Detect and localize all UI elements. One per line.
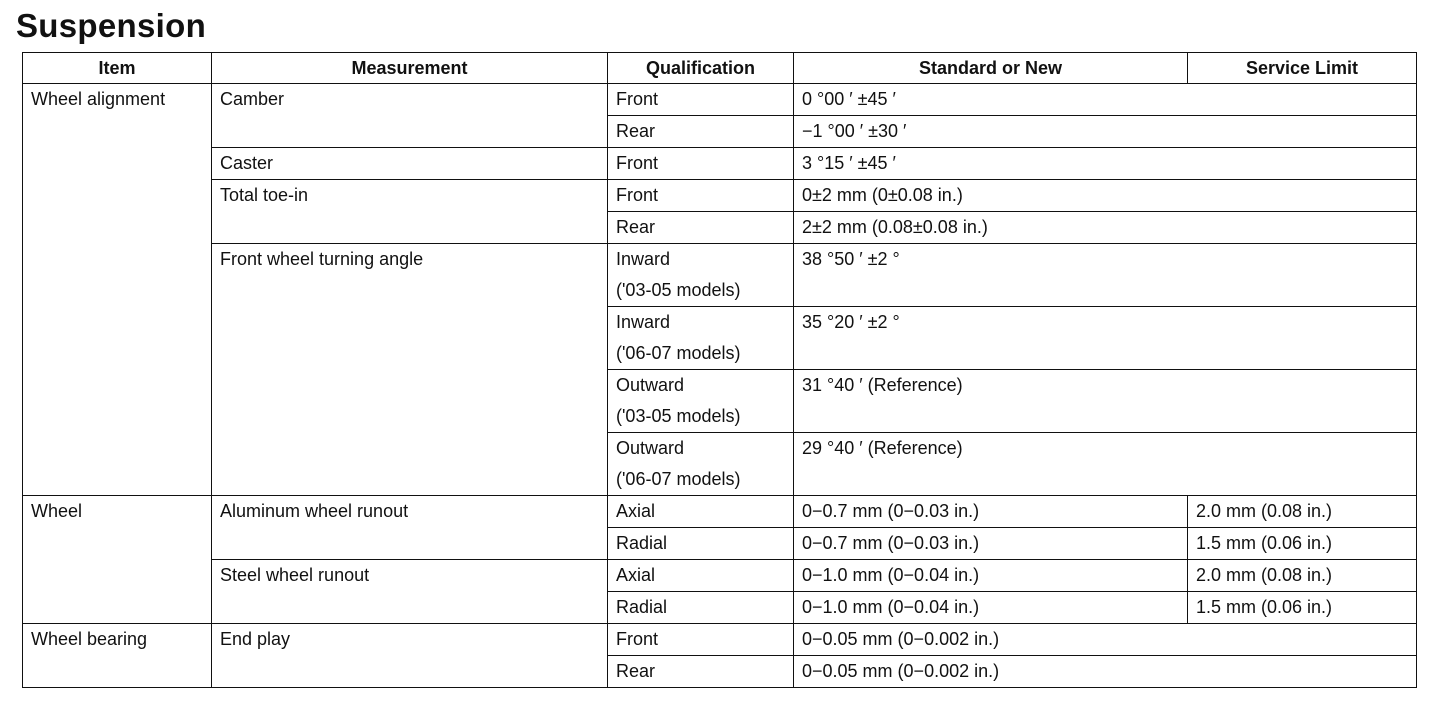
header-standard: Standard or New [794,53,1188,84]
standard-cell: 3 °15 ′ ±45 ′ [794,148,1417,180]
qualification-label: Inward [616,249,671,269]
qualification-cell: Front [608,148,794,180]
qualification-cell: Axial [608,496,794,528]
header-qualification: Qualification [608,53,794,84]
service-limit-cell: 1.5 mm (0.06 in.) [1188,592,1417,624]
standard-cell: 0±2 mm (0±0.08 in.) [794,180,1417,212]
standard-cell: 0 °00 ′ ±45 ′ [794,84,1417,116]
measurement-cell: Caster [212,148,608,180]
table-row [23,84,1417,116]
standard-cell: 0−1.0 mm (0−0.04 in.) [794,560,1188,592]
qualification-cell [608,370,794,433]
measurement-cell: End play [212,624,608,688]
header-service-limit: Service Limit [1188,53,1417,84]
standard-cell: 0−1.0 mm (0−0.04 in.) [794,592,1188,624]
qualification-model-years: ('03-05 models) [616,280,741,300]
item-cell: Wheel alignment [23,84,212,496]
qualification-cell: Radial [608,528,794,560]
header-item: Item [23,53,212,84]
measurement-cell: Aluminum wheel runout [212,496,608,560]
measurement-cell: Total toe-in [212,180,608,244]
standard-cell: 0−0.05 mm (0−0.002 in.) [794,624,1417,656]
qualification-model-years: ('03-05 models) [616,406,741,426]
table-row [23,180,1417,212]
qualification-cell [608,244,794,307]
standard-cell: 0−0.7 mm (0−0.03 in.) [794,528,1188,560]
measurement-cell: Camber [212,84,608,148]
qualification-label: Outward [616,375,685,395]
qualification-cell: Front [608,84,794,116]
item-cell: Wheel [23,496,212,624]
qualification-model-years: ('06-07 models) [616,343,741,363]
qualification-cell: Radial [608,592,794,624]
standard-cell: 31 °40 ′ (Reference) [794,370,1417,433]
standard-cell: 38 °50 ′ ±2 ° [794,244,1417,307]
qualification-model-years: ('06-07 models) [616,469,741,489]
qualification-cell: Front [608,180,794,212]
standard-cell: 0−0.7 mm (0−0.03 in.) [794,496,1188,528]
table-row [23,496,1417,528]
table-row [23,148,1417,180]
qualification-cell: Front [608,624,794,656]
qualification-cell: Rear [608,212,794,244]
measurement-cell: Front wheel turning angle [212,244,608,496]
header-row [23,53,1417,84]
qualification-label: Outward [616,438,685,458]
table-row [23,560,1417,592]
qualification-cell: Axial [608,560,794,592]
standard-cell: 0−0.05 mm (0−0.002 in.) [794,656,1417,688]
table-row [23,624,1417,656]
suspension-spec-table [22,52,1417,688]
service-limit-cell: 2.0 mm (0.08 in.) [1188,496,1417,528]
standard-cell: 29 °40 ′ (Reference) [794,433,1417,496]
qualification-cell: Rear [608,656,794,688]
qualification-cell [608,433,794,496]
service-limit-cell: 1.5 mm (0.06 in.) [1188,528,1417,560]
service-limit-cell: 2.0 mm (0.08 in.) [1188,560,1417,592]
qualification-label: Inward [616,312,671,332]
header-measurement: Measurement [212,53,608,84]
qualification-cell [608,307,794,370]
measurement-cell: Steel wheel runout [212,560,608,624]
qualification-cell: Rear [608,116,794,148]
standard-cell: −1 °00 ′ ±30 ′ [794,116,1417,148]
table-row [23,244,1417,307]
page-title: Suspension [16,7,207,44]
standard-cell: 35 °20 ′ ±2 ° [794,307,1417,370]
item-cell: Wheel bearing [23,624,212,688]
standard-cell: 2±2 mm (0.08±0.08 in.) [794,212,1417,244]
